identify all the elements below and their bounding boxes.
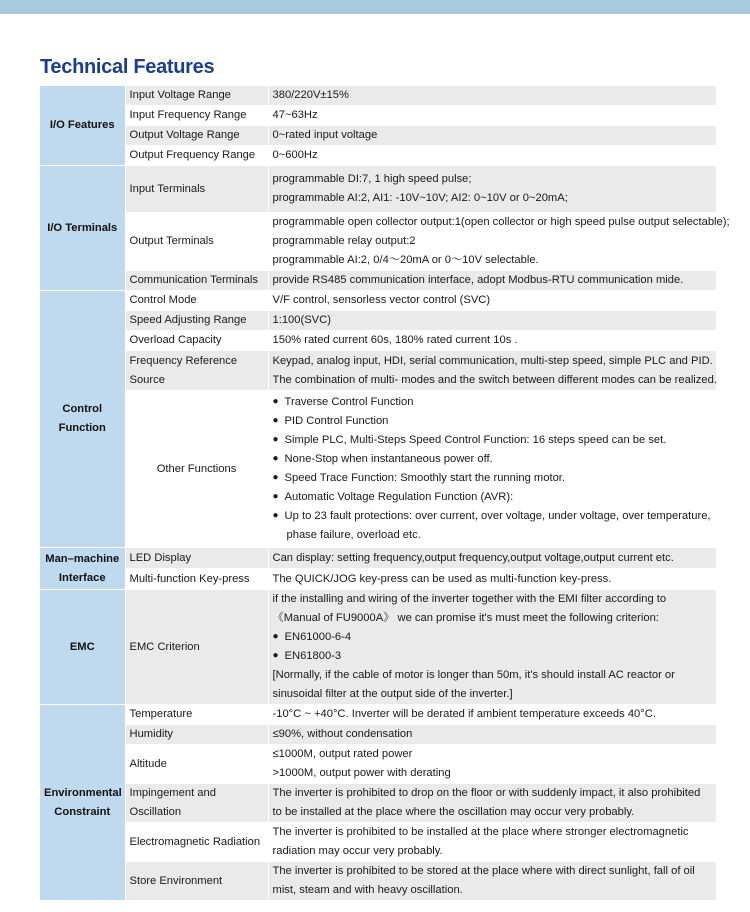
- value-line: Keypad, analog input, HDI, serial communication, multi-step speed, simple PLC and PID.: [272, 354, 713, 367]
- row-value: [268, 823, 716, 862]
- value-line: mist, steam and with heavy oscillation.: [272, 884, 463, 896]
- value-line: The inverter is prohibited to be installed at the place where stronger electromagnetic: [272, 826, 689, 838]
- table-row: [40, 271, 716, 291]
- table-row: [40, 146, 716, 166]
- table-row: [40, 166, 716, 213]
- row-label: Store Environment: [125, 862, 268, 901]
- row-value: [268, 590, 716, 705]
- table-row: [40, 705, 716, 725]
- value-line: programmable relay output:2: [272, 235, 416, 247]
- value-line: programmable AI:2, 0/4～20mA or 0～10V selectable.: [272, 254, 539, 266]
- value-line: programmable open collector output:1(open collector or high speed pulse output selectable);: [272, 216, 730, 228]
- row-label: Altitude: [125, 745, 268, 784]
- row-value: [268, 166, 716, 213]
- row-label: LED Display: [125, 548, 268, 569]
- row-value: provide RS485 communication interface, adopt Modbus-RTU communication mide.: [268, 271, 716, 291]
- row-label: Humidity: [125, 725, 268, 745]
- row-label: Input Voltage Range: [125, 86, 268, 106]
- category-man-machine-interface: Man–machine Interface: [40, 548, 125, 590]
- list-item: ● Simple PLC, Multi-Steps Speed Control Function: 16 steps speed can be set.: [273, 431, 712, 450]
- row-label: Control Mode: [125, 291, 268, 311]
- value-line: The combination of multi- modes and the switch between different modes can be realized.: [272, 373, 717, 386]
- value-line: programmable AI:2, AI1: -10V~10V; AI2: 0~10V or 0~20mA;: [272, 192, 568, 204]
- top-banner: [0, 0, 750, 14]
- row-value: 0~rated input voltage: [268, 126, 716, 146]
- list-item: ● Automatic Voltage Regulation Function (AVR):: [273, 488, 712, 507]
- row-label: Overload Capacity: [125, 331, 268, 351]
- table-row: [40, 331, 716, 351]
- row-label: Output Frequency Range: [125, 146, 268, 166]
- value-line: if the installing and wiring of the inverter together with the EMI filter according to: [272, 593, 667, 605]
- value-line: [Normally, if the cable of motor is longer than 50m, it's should install AC reactor or: [272, 669, 675, 681]
- row-value: [268, 351, 716, 391]
- row-label: Impingement and Oscillation: [125, 784, 268, 823]
- table-row: [40, 86, 716, 106]
- value-line: to be installed at the place where the oscillation may occur very probably.: [272, 806, 635, 818]
- table-row: [40, 106, 716, 126]
- value-line: ≤90%, without condensation: [272, 728, 413, 740]
- row-value: 1:100(SVC): [268, 311, 716, 331]
- category-io-features: I/O Features: [40, 86, 125, 166]
- row-label: Other Functions: [125, 391, 268, 548]
- table-row: [40, 725, 716, 745]
- list-item: ● Speed Trace Function: Smoothly start the running motor.: [273, 469, 712, 488]
- list-item: ● PID Control Function: [273, 412, 712, 431]
- value-line: radiation may occur very probably.: [272, 845, 443, 857]
- table-row: [40, 784, 716, 823]
- table-row: [40, 823, 716, 862]
- list-item: ● EN61000-6-4: [273, 628, 712, 647]
- table-row: [40, 391, 716, 548]
- list-item: ● EN61800-3: [273, 647, 712, 666]
- table-row: [40, 311, 716, 331]
- value-line: >1000M, output power with derating: [272, 767, 451, 779]
- value-line: The inverter is prohibited to be stored at the place where with direct sunlight, fall of oil: [272, 865, 695, 877]
- row-value: [268, 391, 716, 548]
- page-title: Technical Features: [40, 56, 215, 78]
- table-row: [40, 862, 716, 901]
- row-value: [268, 705, 716, 725]
- row-value: The QUICK/JOG key-press can be used as multi-function key-press.: [268, 569, 716, 590]
- row-label: Electromagnetic Radiation: [125, 823, 268, 862]
- list-item-continuation: phase failure, overload etc.: [286, 529, 421, 541]
- row-value: [268, 725, 716, 745]
- table-row: [40, 745, 716, 784]
- category-emc: EMC: [40, 590, 125, 705]
- value-line: ≤1000M, output rated power: [272, 748, 413, 760]
- category-environmental-constraint: Environmental Constraint: [40, 705, 125, 901]
- row-label: Input Frequency Range: [125, 106, 268, 126]
- row-value: [268, 745, 716, 784]
- row-label: Temperature: [125, 705, 268, 725]
- table-row: [40, 126, 716, 146]
- table-row: [40, 548, 716, 569]
- row-value: [268, 862, 716, 901]
- list-item: ● Up to 23 fault protections: over current, over voltage, under voltage, over temperature,: [273, 507, 712, 526]
- row-value: 380/220V±15%: [268, 86, 716, 106]
- row-value: [268, 784, 716, 823]
- category-io-terminals: I/O Terminals: [40, 166, 125, 291]
- row-label: EMC Criterion: [125, 590, 268, 705]
- technical-features-table: [40, 86, 730, 901]
- category-control-function: Control Function: [40, 291, 125, 548]
- row-label: Output Voltage Range: [125, 126, 268, 146]
- list-item: ● None-Stop when instantaneous power off.: [273, 450, 712, 469]
- row-label: Communication Terminals: [125, 271, 268, 291]
- table-row: [40, 213, 716, 271]
- row-value: 150% rated current 60s, 180% rated current 10s .: [268, 331, 716, 351]
- table-row: [40, 569, 716, 590]
- row-value: [268, 213, 730, 271]
- row-label: Frequency Reference Source: [125, 351, 268, 391]
- row-label: Input Terminals: [125, 166, 268, 213]
- value-line: The inverter is prohibited to drop on the floor or with suddenly impact, it also prohibited: [272, 787, 701, 799]
- row-value: 0~600Hz: [268, 146, 716, 166]
- value-line: sinusoidal filter at the output side of the inverter.]: [272, 688, 513, 700]
- row-label: Multi-function Key-press: [125, 569, 268, 590]
- row-label: Speed Adjusting Range: [125, 311, 268, 331]
- row-value: Can display: setting frequency,output frequency,output voltage,output current etc.: [268, 548, 716, 569]
- row-label: Output Terminals: [125, 213, 268, 271]
- value-line: 《Manual of FU9000A》 we can promise it's must meet the following criterion:: [272, 612, 659, 624]
- row-value: 47~63Hz: [268, 106, 716, 126]
- table-row: [40, 291, 716, 311]
- value-line: programmable DI:7, 1 high speed pulse;: [272, 173, 472, 185]
- table-row: [40, 351, 716, 391]
- value-line: -10°C ~ +40°C. Inverter will be derated if ambient temperature exceeds 40°C.: [272, 708, 656, 720]
- table-row: [40, 590, 716, 705]
- list-item: ● Traverse Control Function: [273, 393, 712, 412]
- row-value: V/F control, sensorless vector control (SVC): [268, 291, 716, 311]
